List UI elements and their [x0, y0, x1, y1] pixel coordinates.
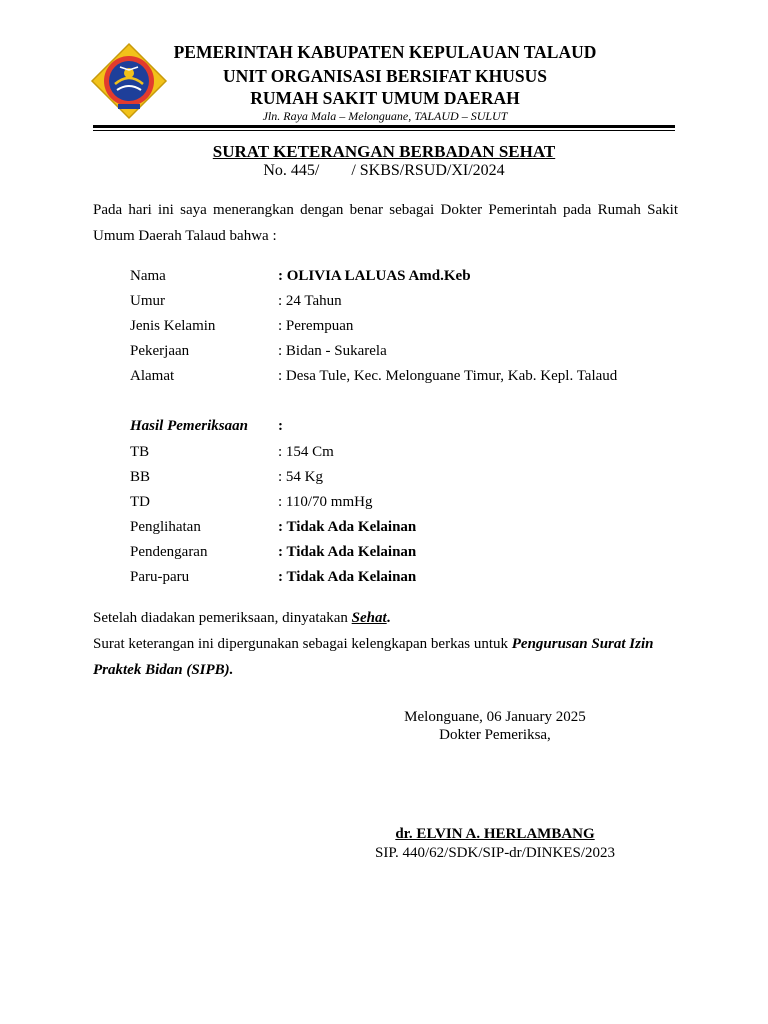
header-hospital: RUMAH SAKIT UMUM DAERAH: [250, 88, 520, 108]
regency-emblem-logo: [90, 42, 168, 120]
exam-weight-row: [130, 467, 323, 487]
patient-occupation-row: [130, 341, 387, 361]
exam-weight-value: : 54 Kg: [278, 469, 323, 485]
patient-name-value: : OLIVIA LALUAS Amd.Keb: [278, 268, 471, 284]
exam-vision-value: : Tidak Ada Kelainan: [278, 519, 417, 535]
patient-occupation-label: Pekerjaan: [130, 343, 190, 359]
patient-gender-value: : Perempuan: [278, 318, 354, 334]
header-address: Jln. Raya Mala – Melonguane, TALAUD – SULUT: [262, 109, 508, 123]
patient-address-value: : Desa Tule, Kec. Melonguane Timur, Kab. Kepl. Talaud: [278, 368, 618, 384]
exam-hearing-row: [130, 542, 416, 562]
exam-height-label: TB: [130, 444, 150, 460]
exam-height-value: : 154 Cm: [278, 444, 334, 460]
signature-sip-number: SIP. 440/62/SDK/SIP-dr/DINKES/2023: [374, 845, 616, 861]
signature-role: Dokter Pemeriksa,: [439, 727, 551, 743]
exam-vision-label: Penglihatan: [130, 519, 201, 535]
exam-lungs-value: : Tidak Ada Kelainan: [278, 569, 417, 585]
purpose-paragraph: [93, 631, 678, 683]
patient-name-row: [130, 266, 471, 286]
letter-number-suffix: / SKBS/RSUD/XI/2024: [351, 162, 505, 179]
header-divider-thick: [93, 125, 675, 128]
conclusion-period: .: [386, 610, 391, 626]
patient-name-label: Nama: [130, 268, 166, 284]
patient-occupation-value: : Bidan - Sukarela: [278, 343, 387, 359]
conclusion-result: Sehat: [351, 610, 387, 626]
letter-number-prefix: No. 445/: [263, 162, 320, 179]
header-unit: UNIT ORGANISASI BERSIFAT KHUSUS: [222, 66, 547, 86]
patient-address-row: [130, 366, 617, 386]
letter-title: SURAT KETERANGAN BERBADAN SEHAT: [212, 142, 556, 161]
letter-number: [100, 162, 668, 180]
exam-heading-row: [130, 416, 283, 436]
exam-weight-label: BB: [130, 469, 151, 485]
exam-hearing-value: : Tidak Ada Kelainan: [278, 544, 417, 560]
exam-height-row: [130, 442, 334, 462]
exam-vision-row: [130, 517, 416, 537]
patient-gender-row: [130, 316, 353, 336]
exam-heading-colon: :: [278, 418, 283, 434]
exam-bp-value: : 110/70 mmHg: [278, 494, 373, 510]
patient-gender-label: Jenis Kelamin: [130, 318, 216, 334]
conclusion-paragraph: [93, 605, 678, 631]
purpose-value: Pengurusan Surat Izin Praktek Bidan (SIPB).: [93, 636, 654, 678]
patient-age-value: : 24 Tahun: [278, 293, 342, 309]
exam-hearing-label: Pendengaran: [130, 544, 208, 560]
exam-lungs-label: Paru-paru: [130, 569, 190, 585]
purpose-text: Surat keterangan ini dipergunakan sebagai kelengkapan berkas untuk: [93, 636, 512, 652]
patient-age-row: [130, 291, 342, 311]
header-divider-thin: [93, 130, 675, 131]
header-government: PEMERINTAH KABUPATEN KEPULAUAN TALAUD: [173, 42, 597, 62]
exam-lungs-row: [130, 567, 416, 587]
conclusion-text: Setelah diadakan pemeriksaan, dinyatakan: [93, 610, 352, 626]
patient-age-label: Umur: [130, 293, 165, 309]
exam-heading: Hasil Pemeriksaan: [130, 418, 248, 434]
patient-address-label: Alamat: [130, 368, 175, 384]
signature-place-date: Melonguane, 06 January 2025: [404, 709, 586, 725]
intro-paragraph: Pada hari ini saya menerangkan dengan benar sebagai Dokter Pemerintah pada Rumah Sakit Umum Daerah Talaud bahwa :: [93, 202, 678, 244]
signature-doctor-name: dr. ELVIN A. HERLAMBANG: [395, 826, 595, 842]
exam-bp-label: TD: [130, 494, 150, 510]
exam-bp-row: [130, 492, 372, 512]
